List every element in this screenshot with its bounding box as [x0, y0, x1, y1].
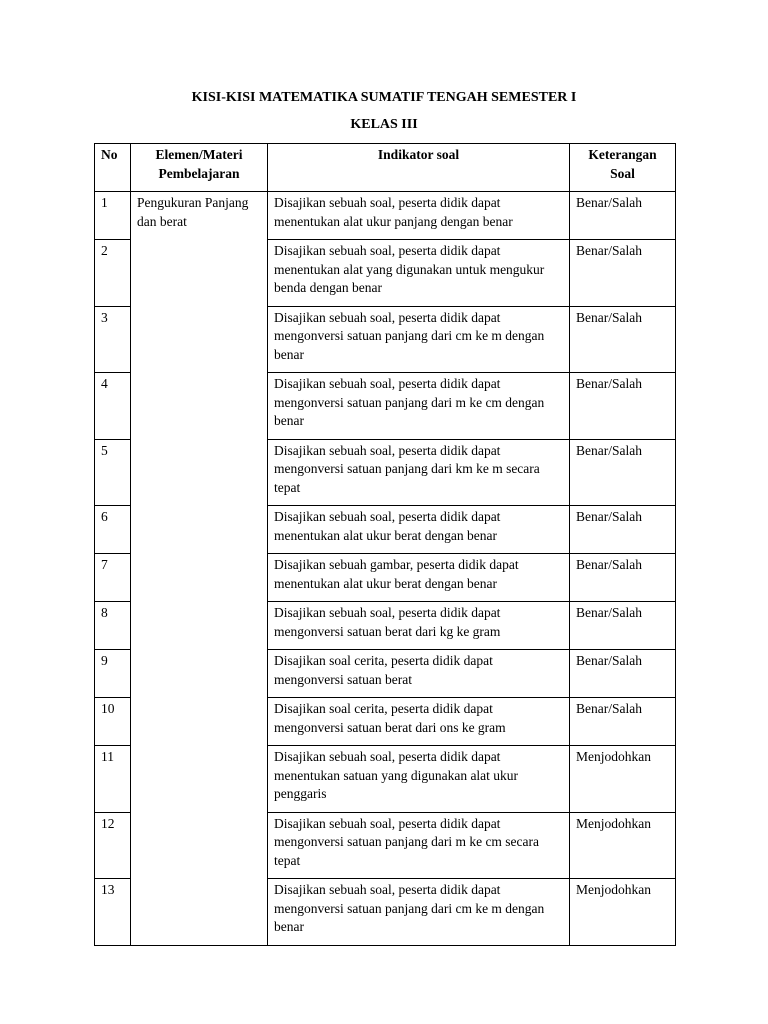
document-title: KISI-KISI MATEMATIKA SUMATIF TENGAH SEMESTER I	[191, 90, 577, 105]
cell-no: 9	[95, 650, 131, 698]
header-no: No	[95, 144, 131, 192]
cell-indikator: Disajikan soal cerita, peserta didik dapat mengonversi satuan berat	[268, 650, 570, 698]
cell-keterangan: Benar/Salah	[570, 554, 676, 602]
cell-keterangan: Benar/Salah	[570, 240, 676, 307]
cell-keterangan: Benar/Salah	[570, 506, 676, 554]
cell-no: 2	[95, 240, 131, 307]
cell-no: 6	[95, 506, 131, 554]
header-indikator: Indikator soal	[268, 144, 570, 192]
header-keterangan: Keterangan Soal	[570, 144, 676, 192]
cell-keterangan: Benar/Salah	[570, 698, 676, 746]
cell-keterangan: Benar/Salah	[570, 602, 676, 650]
header-materi: Elemen/Materi Pembelajaran	[131, 144, 268, 192]
cell-indikator: Disajikan sebuah soal, peserta didik dapat mengonversi satuan panjang dari cm ke m dengan benar	[268, 879, 570, 946]
cell-no: 1	[95, 192, 131, 240]
cell-keterangan: Benar/Salah	[570, 650, 676, 698]
kisi-kisi-table	[94, 143, 676, 946]
cell-keterangan: Menjodohkan	[570, 812, 676, 879]
cell-no: 5	[95, 439, 131, 506]
cell-no: 7	[95, 554, 131, 602]
cell-indikator: Disajikan sebuah soal, peserta didik dapat menentukan satuan yang digunakan alat ukur penggaris	[268, 746, 570, 813]
table-header	[95, 144, 676, 192]
cell-indikator: Disajikan sebuah soal, peserta didik dapat menentukan alat yang digunakan untuk mengukur benda dengan benar	[268, 240, 570, 307]
cell-keterangan: Benar/Salah	[570, 306, 676, 373]
cell-keterangan: Menjodohkan	[570, 746, 676, 813]
cell-no: 12	[95, 812, 131, 879]
cell-no: 10	[95, 698, 131, 746]
cell-no: 8	[95, 602, 131, 650]
cell-indikator: Disajikan soal cerita, peserta didik dapat mengonversi satuan berat dari ons ke gram	[268, 698, 570, 746]
cell-keterangan: Benar/Salah	[570, 373, 676, 440]
cell-keterangan: Benar/Salah	[570, 192, 676, 240]
cell-indikator: Disajikan sebuah soal, peserta didik dapat mengonversi satuan panjang dari m ke cm secara tepat	[268, 812, 570, 879]
cell-indikator: Disajikan sebuah soal, peserta didik dapat mengonversi satuan berat dari kg ke gram	[268, 602, 570, 650]
cell-indikator: Disajikan sebuah soal, peserta didik dapat menentukan alat ukur panjang dengan benar	[268, 192, 570, 240]
cell-keterangan: Menjodohkan	[570, 879, 676, 946]
table-body	[95, 192, 676, 946]
header-row	[95, 144, 676, 192]
cell-indikator: Disajikan sebuah soal, peserta didik dapat mengonversi satuan panjang dari cm ke m dengan benar	[268, 306, 570, 373]
document-subtitle-class: KELAS III	[350, 117, 418, 132]
cell-indikator: Disajikan sebuah soal, peserta didik dapat menentukan alat ukur berat dengan benar	[268, 506, 570, 554]
cell-keterangan: Benar/Salah	[570, 439, 676, 506]
cell-no: 11	[95, 746, 131, 813]
cell-indikator: Disajikan sebuah gambar, peserta didik dapat menentukan alat ukur berat dengan benar	[268, 554, 570, 602]
cell-indikator: Disajikan sebuah soal, peserta didik dapat mengonversi satuan panjang dari km ke m secara tepat	[268, 439, 570, 506]
cell-no: 4	[95, 373, 131, 440]
cell-no: 3	[95, 306, 131, 373]
cell-indikator: Disajikan sebuah soal, peserta didik dapat mengonversi satuan panjang dari m ke cm dengan benar	[268, 373, 570, 440]
cell-no: 13	[95, 879, 131, 946]
cell-materi: Pengukuran Panjang dan berat	[131, 192, 268, 946]
table-row	[95, 192, 676, 240]
